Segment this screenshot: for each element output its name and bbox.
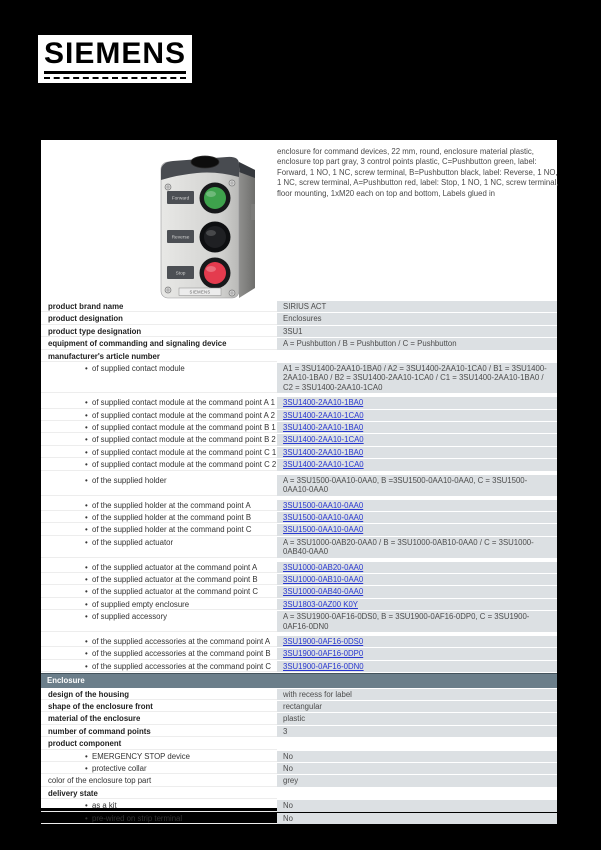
spec-value: rectangular xyxy=(277,701,557,712)
spec-value: grey xyxy=(277,775,557,786)
label-forward: Forward xyxy=(171,196,190,202)
article-number-link[interactable]: 3SU1000-0AB40-0AA0 xyxy=(283,587,364,597)
spec-label xyxy=(41,648,277,659)
enclosure-side xyxy=(239,162,255,298)
spec-label xyxy=(41,475,277,496)
spec-row xyxy=(41,447,557,458)
article-number-link[interactable]: 3SU1000-0AB10-0AA0 xyxy=(283,574,364,584)
spec-label-text: of the supplied accessories at the command point C xyxy=(92,661,271,671)
spec-label-text: of supplied accessory xyxy=(92,612,167,622)
label-stop: Stop xyxy=(175,271,186,277)
spec-row xyxy=(41,661,557,672)
spec-label xyxy=(41,800,277,811)
spec-value xyxy=(277,648,557,659)
spec-row xyxy=(41,537,557,558)
spec-label-text: of supplied empty enclosure xyxy=(92,599,190,609)
spec-label-text: of supplied contact module at the command point B 2 xyxy=(92,435,276,445)
spec-value: Enclosures xyxy=(277,313,557,324)
spec-row xyxy=(41,475,557,496)
bullet-marker: • xyxy=(85,398,88,408)
highlight-reverse xyxy=(206,230,216,236)
spec-row xyxy=(41,813,557,824)
spec-label xyxy=(41,763,277,774)
spec-row xyxy=(41,751,557,762)
spec-label: product type designation xyxy=(41,326,277,337)
spec-label xyxy=(41,611,277,632)
spec-label-text: of supplied contact module at the command point A 2 xyxy=(92,410,275,420)
spec-label-text: of supplied contact module at the command point A 1 xyxy=(92,398,275,408)
spec-row xyxy=(41,701,557,712)
spec-row xyxy=(41,422,557,433)
siemens-logo-text: SIEMENS xyxy=(44,38,186,74)
spec-label xyxy=(41,562,277,573)
siemens-logo xyxy=(38,35,192,83)
spec-value: No xyxy=(277,751,557,762)
spec-row xyxy=(41,363,557,393)
spec-label-text: of supplied contact module at the command point B 1 xyxy=(92,423,276,433)
spec-row xyxy=(41,500,557,511)
spec-row xyxy=(41,726,557,737)
button-reverse xyxy=(204,226,226,248)
spec-row xyxy=(41,524,557,535)
spec-label: material of the enclosure xyxy=(41,713,277,724)
spec-value xyxy=(277,586,557,597)
enclosure-illustration xyxy=(147,144,271,304)
spec-label xyxy=(41,397,277,408)
spec-label xyxy=(41,813,277,824)
article-number-link[interactable]: 3SU1400-2AA10-1CA0 xyxy=(283,435,364,445)
spec-label xyxy=(41,447,277,458)
spec-value xyxy=(277,447,557,458)
spec-row xyxy=(41,313,557,324)
spec-value: A = 3SU1900-0AF16-0DS0, B = 3SU1900-0AF16-0DP0, C = 3SU1900-0AF16-0DN0 xyxy=(277,611,557,632)
article-number-link[interactable]: 3SU1400-2AA10-1BA0 xyxy=(283,447,364,457)
bullet-marker: • xyxy=(85,460,88,470)
spec-value xyxy=(277,636,557,647)
spec-row xyxy=(41,611,557,632)
bullet-marker: • xyxy=(85,475,88,485)
spec-label-text: of supplied contact module xyxy=(92,364,185,374)
bullet-marker: • xyxy=(85,512,88,522)
spec-value: plastic xyxy=(277,713,557,724)
spec-value xyxy=(277,512,557,523)
bullet-marker: • xyxy=(85,587,88,597)
spec-row xyxy=(41,763,557,774)
spec-row xyxy=(41,562,557,573)
spec-label-text: protective collar xyxy=(92,764,147,774)
spec-row xyxy=(41,410,557,421)
cable-gland xyxy=(251,204,255,220)
article-number-link[interactable]: 3SU1900-0AF16-0DP0 xyxy=(283,649,364,659)
spec-row xyxy=(41,800,557,811)
spec-value xyxy=(277,434,557,445)
spec-row xyxy=(41,512,557,523)
siemens-logo-tagline-rule xyxy=(44,77,186,79)
spec-value xyxy=(277,524,557,535)
spec-label-text: of the supplied actuator at the command point C xyxy=(92,587,258,597)
spec-label xyxy=(41,537,277,558)
bullet-marker: • xyxy=(85,636,88,646)
spec-value: A = 3SU1500-0AA10-0AA0, B =3SU1500-0AA10-0AA0, C = 3SU1500-0AA10-0AA0 xyxy=(277,475,557,496)
label-reverse: Reverse xyxy=(171,235,190,241)
bullet-marker: • xyxy=(85,764,88,774)
button-forward xyxy=(204,187,226,209)
spec-row xyxy=(41,301,557,312)
article-number-link[interactable]: 3SU1400-2AA10-1BA0 xyxy=(283,398,364,408)
spec-value: A = 3SU1000-0AB20-0AA0 / B = 3SU1000-0AB10-0AA0 / C = 3SU1000-0AB40-0AA0 xyxy=(277,537,557,558)
spec-value xyxy=(277,738,557,749)
button-stop xyxy=(204,262,226,284)
spec-label-text: of the supplied actuator at the command point A xyxy=(92,562,258,572)
bullet-marker: • xyxy=(85,500,88,510)
spec-row xyxy=(41,689,557,700)
spec-table xyxy=(41,301,557,825)
article-number-link[interactable]: 3SU1900-0AF16-0DS0 xyxy=(283,636,364,646)
article-number-link[interactable]: 3SU1803-0AZ00 K0Y xyxy=(283,599,358,609)
spec-label xyxy=(41,751,277,762)
spec-row xyxy=(41,434,557,445)
spec-label: manufacturer's article number xyxy=(41,351,277,362)
spec-label-text: of supplied contact module at the command point C 1 xyxy=(92,447,277,457)
spec-label xyxy=(41,512,277,523)
spec-label-text: as a kit xyxy=(92,801,117,811)
spec-label-text: of the supplied actuator at the command point B xyxy=(92,574,258,584)
spec-label: number of command points xyxy=(41,726,277,737)
bullet-marker: • xyxy=(85,562,88,572)
article-number-link[interactable]: 3SU1400-2AA10-1CA0 xyxy=(283,410,364,420)
spec-label-text: of the supplied accessories at the command point B xyxy=(92,649,271,659)
nameplate-text: SIEMENS xyxy=(189,289,211,295)
article-number-link[interactable]: 3SU1500-0AA10-0AA0 xyxy=(283,525,364,535)
spec-row xyxy=(41,459,557,470)
spec-value xyxy=(277,574,557,585)
spec-label xyxy=(41,636,277,647)
highlight-forward xyxy=(206,191,216,197)
bullet-marker: • xyxy=(85,813,88,823)
spec-label-text: of the supplied accessories at the command point A xyxy=(92,636,271,646)
spec-row xyxy=(41,351,557,362)
spec-value: A1 = 3SU1400-2AA10-1BA0 / A2 = 3SU1400-2AA10-1CA0 / B1 = 3SU1400-2AA10-1BA0 / B2 = 3SU1400-2AA10-1CA0 / C1 = 3SU1400-2AA10-1BA0 / C2 = 3SU1400-2AA10-1CA0 xyxy=(277,363,557,393)
spec-value: 3 xyxy=(277,726,557,737)
spec-row xyxy=(41,713,557,724)
spec-label-text: pre-wired on strip terminal xyxy=(92,813,183,823)
article-number-link[interactable]: 3SU1400-2AA10-1BA0 xyxy=(283,423,364,433)
spec-value: A = Pushbutton / B = Pushbutton / C = Pushbutton xyxy=(277,338,557,349)
spec-label xyxy=(41,586,277,597)
spec-label xyxy=(41,363,277,393)
top-cable-entry-hole xyxy=(191,156,219,168)
spec-row xyxy=(41,636,557,647)
bullet-marker: • xyxy=(85,364,88,374)
spec-label-text: of the supplied holder xyxy=(92,475,167,485)
spec-row xyxy=(41,326,557,337)
bullet-marker: • xyxy=(85,649,88,659)
spec-row xyxy=(41,338,557,349)
spec-value: No xyxy=(277,800,557,811)
section-header-enclosure: Enclosure xyxy=(41,673,557,687)
spec-value xyxy=(277,788,557,799)
spec-row xyxy=(41,397,557,408)
spec-label xyxy=(41,410,277,421)
spec-label: product designation xyxy=(41,313,277,324)
spec-label: product component xyxy=(41,738,277,749)
spec-label xyxy=(41,422,277,433)
product-photo xyxy=(147,144,271,304)
article-number-link[interactable]: 3SU1000-0AB20-0AA0 xyxy=(283,562,364,572)
spec-value xyxy=(277,397,557,408)
spec-label: delivery state xyxy=(41,788,277,799)
spec-value: 3SU1 xyxy=(277,326,557,337)
bullet-marker: • xyxy=(85,801,88,811)
article-number-link[interactable]: 3SU1500-0AA10-0AA0 xyxy=(283,512,364,522)
spec-label xyxy=(41,599,277,610)
spec-value xyxy=(277,422,557,433)
datasheet-page xyxy=(40,139,559,823)
spec-value xyxy=(277,599,557,610)
spec-label xyxy=(41,661,277,672)
spec-label: product brand name xyxy=(41,301,277,312)
spec-value xyxy=(277,500,557,511)
spec-label-text: of supplied contact module at the command point C 2 xyxy=(92,460,277,470)
spec-value: No xyxy=(277,813,557,824)
spec-row xyxy=(41,599,557,610)
spec-label xyxy=(41,524,277,535)
spec-label xyxy=(41,459,277,470)
spec-label: shape of the enclosure front xyxy=(41,701,277,712)
spec-label: color of the enclosure top part xyxy=(41,775,277,786)
spec-value xyxy=(277,410,557,421)
spec-row xyxy=(41,788,557,799)
bullet-marker: • xyxy=(85,537,88,547)
spec-value xyxy=(277,661,557,672)
spec-label xyxy=(41,500,277,511)
bullet-marker: • xyxy=(85,447,88,457)
spec-value xyxy=(277,562,557,573)
bullet-marker: • xyxy=(85,574,88,584)
spec-value: No xyxy=(277,763,557,774)
article-number-link[interactable]: 3SU1400-2AA10-1CA0 xyxy=(283,460,364,470)
article-number-link[interactable]: 3SU1900-0AF16-0DN0 xyxy=(283,661,364,671)
spec-label-text: of the supplied holder at the command point C xyxy=(92,525,252,535)
product-description: enclosure for command devices, 22 mm, round, enclosure material plastic, enclosure top part gray, 3 control points plastic, C=Pushbutton green, label: Forward, 1 NO, 1 NC, screw terminal, B=Pushbutton black, label: Reverse, 1 NO, 1 NC, screw terminal, A=Pushbutton red, label: Stop, 1 NO, 1 NC, screw terminal, floor mounting, 1xM20 each on top and bottom, Labels glued in xyxy=(277,147,559,198)
spec-value: SIRIUS ACT xyxy=(277,301,557,312)
spec-label-text: of the supplied holder at the command point A xyxy=(92,500,251,510)
spec-label: design of the housing xyxy=(41,689,277,700)
spec-value xyxy=(277,351,557,362)
bullet-marker: • xyxy=(85,423,88,433)
bullet-marker: • xyxy=(85,599,88,609)
bullet-marker: • xyxy=(85,751,88,761)
bullet-marker: • xyxy=(85,612,88,622)
spec-row xyxy=(41,574,557,585)
spec-row xyxy=(41,586,557,597)
bullet-marker: • xyxy=(85,525,88,535)
bullet-marker: • xyxy=(85,661,88,671)
spec-value: with recess for label xyxy=(277,689,557,700)
spec-label-text: EMERGENCY STOP device xyxy=(92,751,190,761)
article-number-link[interactable]: 3SU1500-0AA10-0AA0 xyxy=(283,500,364,510)
spec-label-text: of the supplied actuator xyxy=(92,537,174,547)
spec-label: equipment of commanding and signaling device xyxy=(41,338,277,349)
bullet-marker: • xyxy=(85,410,88,420)
spec-row xyxy=(41,775,557,786)
spec-row xyxy=(41,648,557,659)
spec-row xyxy=(41,738,557,749)
highlight-stop xyxy=(206,266,216,272)
spec-label xyxy=(41,574,277,585)
bullet-marker: • xyxy=(85,435,88,445)
spec-label-text: of the supplied holder at the command point B xyxy=(92,512,252,522)
spec-value xyxy=(277,459,557,470)
spec-label xyxy=(41,434,277,445)
